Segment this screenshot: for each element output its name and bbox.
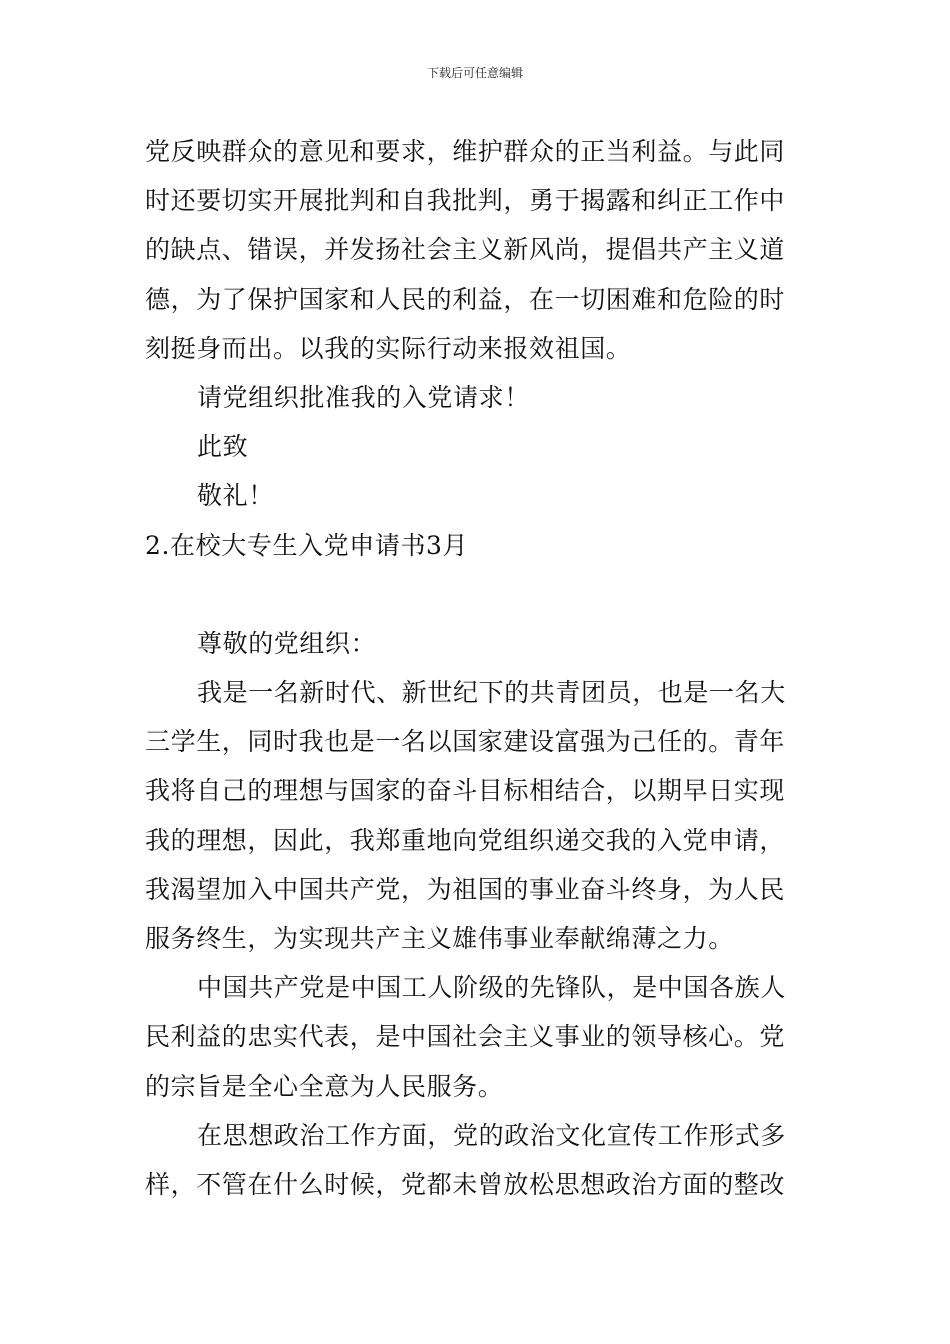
text-line: 我将自己的理想与国家的奋斗目标相结合，以期早日实现 bbox=[145, 776, 786, 806]
text-line: 民利益的忠实代表，是中国社会主义事业的领导核心。党 bbox=[145, 1022, 786, 1052]
text-line: 我是一名新时代、新世纪下的共青团员，也是一名大 bbox=[197, 678, 786, 708]
salutation-line: 此致 bbox=[197, 432, 249, 462]
text-line: 在思想政治工作方面，党的政治文化宣传工作形式多 bbox=[197, 1120, 786, 1150]
text-line: 中国共产党是中国工人阶级的先锋队，是中国各族人 bbox=[197, 973, 786, 1003]
text-line: 时还要切实开展批判和自我批判，勇于揭露和纠正工作中 bbox=[145, 186, 786, 216]
section-heading: 2.在校大专生入党申请书3月 bbox=[145, 530, 469, 560]
document-body bbox=[145, 127, 807, 1209]
text-line: 德，为了保护国家和人民的利益，在一切困难和危险的时 bbox=[145, 284, 786, 314]
text-line: 刻挺身而出。以我的实际行动来报效祖国。 bbox=[145, 333, 632, 363]
text-line: 的缺点、错误，并发扬社会主义新风尚，提倡共产主义道 bbox=[145, 235, 786, 265]
blank-line bbox=[145, 570, 807, 619]
request-line: 请党组织批准我的入党请求！ bbox=[197, 382, 530, 412]
text-line: 党反映群众的意见和要求，维护群众的正当利益。与此同 bbox=[145, 137, 786, 166]
text-line: 样，不管在什么时候，党都未曾放松思想政治方面的整改 bbox=[145, 1169, 786, 1199]
text-line: 三学生，同时我也是一名以国家建设富强为己任的。青年 bbox=[145, 727, 786, 757]
greeting-line: 尊敬的党组织： bbox=[197, 628, 377, 658]
text-line: 我渴望加入中国共产党，为祖国的事业奋斗终身，为人民 bbox=[145, 874, 786, 904]
closing-line: 敬礼！ bbox=[197, 481, 274, 511]
text-line: 服务终生，为实现共产主义雄伟事业奉献绵薄之力。 bbox=[145, 924, 734, 953]
page-header: 下载后可任意编辑 bbox=[426, 66, 523, 80]
text-line: 我的理想，因此，我郑重地向党组织递交我的入党申请， bbox=[145, 825, 786, 855]
text-line: 的宗旨是全心全意为人民服务。 bbox=[145, 1071, 504, 1101]
